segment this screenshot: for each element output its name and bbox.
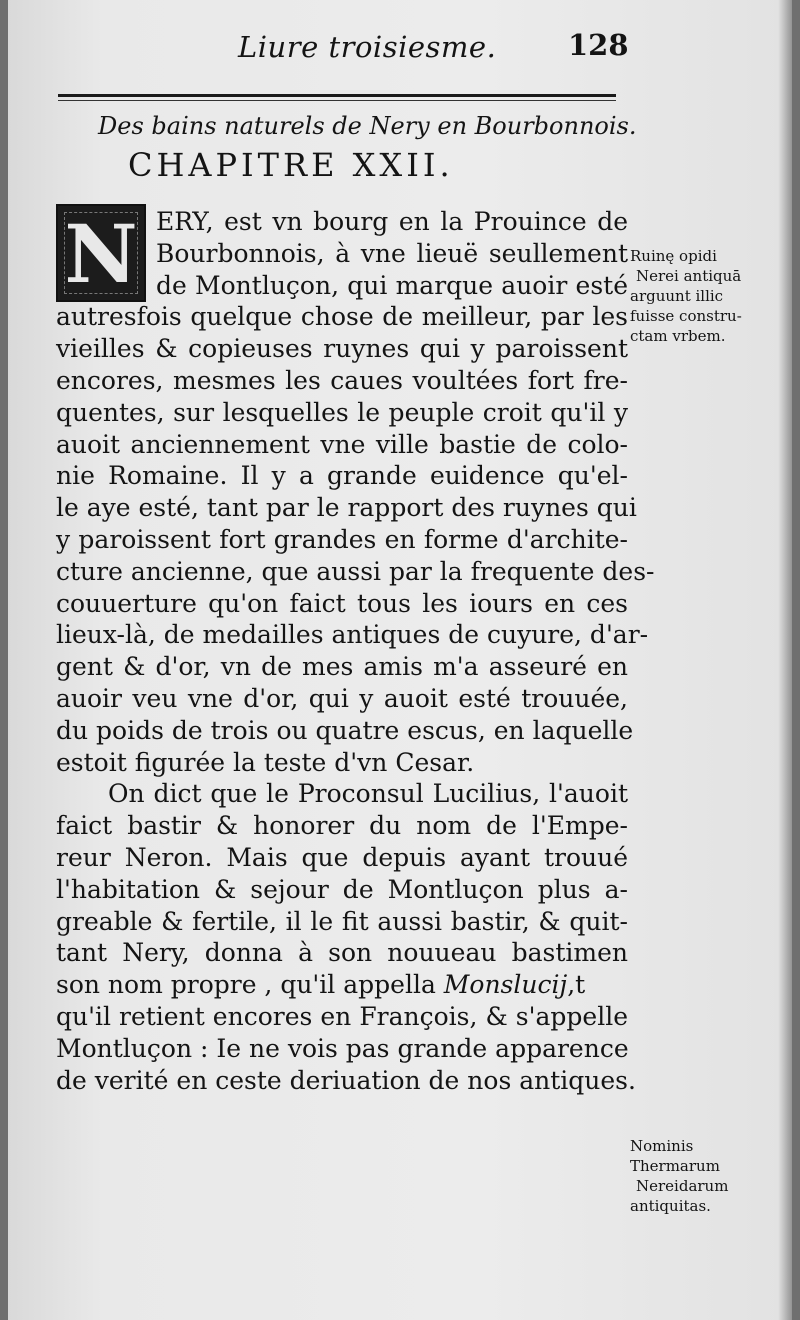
text-line: auoit anciennement vne ville bastie de colo- (56, 429, 628, 459)
text-line: l'habitation & sejour de Montluçon plus a- (56, 874, 628, 904)
margin-note (630, 246, 790, 346)
text-line: le aye esté, tant par le rapport des ruynes qui (56, 493, 637, 523)
margin-note-line: ctam vrbem. (630, 327, 726, 345)
text-line: greable & fertile, il le fit aussi bastir, & quit- (56, 906, 628, 936)
text-line: Montluçon : Ie ne vois pas grande apparence (56, 1033, 629, 1063)
text-line: quentes, sur lesquelles le peuple croit qu'il y (56, 397, 628, 427)
margin-note-line: Ruinę opidi (630, 247, 717, 265)
text-line: On dict que le Proconsul Lucilius, l'auoit (108, 779, 628, 809)
text-line: auoir veu vne d'or, qui y auoit esté trouuée, (56, 683, 628, 713)
page-number: 128 (568, 28, 629, 62)
text-line: cture ancienne, que aussi par la frequente des- (56, 556, 655, 586)
text-line: y paroissent fort grandes en forme d'archite- (56, 524, 628, 554)
text-line: vieilles & copieuses ruynes qui y paroissent (56, 334, 628, 364)
body-text (56, 206, 655, 1096)
book-page (8, 0, 792, 1320)
text-line (56, 969, 628, 1001)
text-line: lieux-là, de medailles antiques de cuyure, d'ar- (56, 620, 649, 650)
chapter-heading: CHAPITRE XXII. (128, 146, 454, 184)
latin-name: Monslucij (443, 970, 568, 1000)
running-title: Liure troisiesme. (238, 30, 497, 64)
text-line: ERY, est vn bourg en la Prouince de (156, 207, 628, 236)
text-line: estoit figurée la teste d'vn Cesar. (56, 747, 475, 777)
text-line: nie Romaine. Il y a grande euidence qu'el- (56, 461, 628, 491)
margin-note-line: Thermarum (630, 1157, 720, 1175)
margin-note-line: Nominis (630, 1137, 694, 1155)
text-line: couuerture qu'on faict tous les iours en ces (56, 588, 628, 618)
margin-note-line: fuisse constru- (630, 307, 742, 325)
latin-name-suffix: ,t (567, 970, 586, 1000)
text-line: tant Nery, donna à son nouueau bastimen (56, 938, 628, 968)
text-line-part: son nom propre , qu'il appella (56, 970, 444, 1000)
text-line: faict bastir & honorer du nom de l'Empe- (56, 811, 628, 841)
header-rule (58, 94, 616, 97)
initial-letter: N (64, 207, 138, 301)
margin-note-line: arguunt illic (630, 287, 724, 305)
margin-note (630, 1136, 790, 1216)
text-line: encores, mesmes les caues voultées fort fre- (56, 365, 628, 395)
text-line: reur Neron. Mais que depuis ayant trouué (56, 842, 628, 872)
text-line: du poids de trois ou quatre escus, en laquelle (56, 715, 634, 745)
margin-note-line: Nerei antiquā (636, 267, 742, 285)
text-line: qu'il retient encores en François, & s'appelle (56, 1001, 628, 1031)
running-head (8, 24, 792, 68)
text-line: de verité en ceste deriuation de nos antiques. (56, 1065, 636, 1095)
margin-note-line: Nereidarum (636, 1177, 729, 1195)
text-line: de Montluçon, qui marque auoir esté (156, 270, 628, 300)
text-line: autresfois quelque chose de meilleur, par les (56, 302, 628, 332)
chapter-subtitle: Des bains naturels de Nery en Bourbonnois. (98, 112, 637, 140)
header-rule-thin (58, 100, 616, 101)
margin-note-line: antiquitas. (630, 1197, 711, 1215)
text-line: Bourbonnois, à vne lieuë seullement (156, 238, 628, 268)
text-line: gent & d'or, vn de mes amis m'a asseuré en (56, 652, 628, 682)
